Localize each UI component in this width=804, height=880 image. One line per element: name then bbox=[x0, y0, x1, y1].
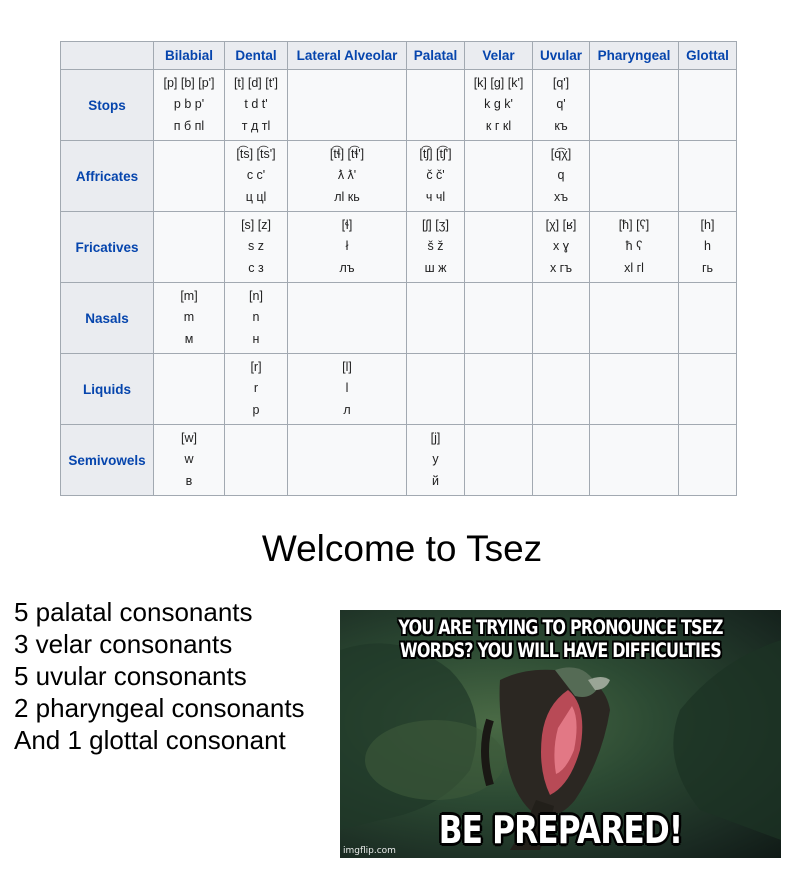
table-cell bbox=[533, 283, 590, 354]
cell-line: м bbox=[184, 331, 194, 346]
table-cell bbox=[154, 283, 225, 354]
cell-line: [χ] [ʁ] bbox=[545, 217, 577, 232]
cell-line: s z bbox=[248, 239, 264, 254]
table-cell bbox=[465, 283, 533, 354]
cell-line: [ʃ] [ʒ] bbox=[422, 217, 449, 232]
table-row bbox=[61, 354, 737, 425]
cell-line: [q'] bbox=[552, 75, 570, 90]
cell-line: къ bbox=[554, 118, 568, 133]
consonant-stats-list bbox=[14, 596, 305, 756]
cell-line: [k] [g] [k'] bbox=[473, 75, 524, 90]
column-header-link[interactable]: Palatal bbox=[407, 42, 465, 70]
table-cell bbox=[407, 283, 465, 354]
table-cell bbox=[590, 212, 679, 283]
table-cell bbox=[465, 354, 533, 425]
table-header-row bbox=[61, 42, 737, 70]
column-header-link[interactable]: Uvular bbox=[533, 42, 590, 70]
meme-watermark: imgflip.com bbox=[343, 846, 396, 856]
row-header-link[interactable]: Affricates bbox=[61, 141, 154, 212]
cell-line: в bbox=[185, 473, 193, 488]
table-cell bbox=[679, 354, 737, 425]
table-cell bbox=[533, 354, 590, 425]
table-cell bbox=[533, 70, 590, 141]
table-cell bbox=[407, 354, 465, 425]
table-cell bbox=[288, 425, 407, 496]
table-cell bbox=[407, 212, 465, 283]
page-title: Welcome to Tsez bbox=[261, 528, 543, 569]
meme-image bbox=[340, 610, 781, 858]
cell-line: к г кӏ bbox=[485, 118, 512, 133]
table-cell bbox=[225, 141, 288, 212]
cell-line: [h] bbox=[700, 217, 715, 232]
table-cell bbox=[590, 283, 679, 354]
cell-line: р bbox=[252, 402, 260, 417]
stats-line: 3 velar consonants bbox=[14, 629, 233, 659]
table-cell bbox=[465, 70, 533, 141]
cell-line: c c' bbox=[246, 168, 266, 183]
stats-line: 5 palatal consonants bbox=[14, 597, 253, 627]
cell-line: [p] [b] [p'] bbox=[163, 75, 215, 90]
table-row bbox=[61, 212, 737, 283]
table-cell bbox=[225, 283, 288, 354]
cell-line: q' bbox=[556, 97, 566, 112]
cell-line: [t] [d] [t'] bbox=[233, 75, 279, 90]
table-cell bbox=[679, 70, 737, 141]
table-cell bbox=[407, 425, 465, 496]
stats-line: And 1 glottal consonant bbox=[14, 725, 286, 755]
cell-line: п б пӏ bbox=[173, 118, 205, 133]
column-header-link[interactable]: Dental bbox=[225, 42, 288, 70]
table-cell bbox=[465, 425, 533, 496]
cell-line: r bbox=[253, 381, 259, 396]
table-cell bbox=[407, 141, 465, 212]
cell-line: лъ bbox=[339, 260, 355, 275]
cell-line: [l] bbox=[342, 359, 352, 374]
cell-line: w bbox=[184, 452, 194, 467]
cell-line: m bbox=[183, 310, 195, 325]
table-cell bbox=[288, 70, 407, 141]
table-cell bbox=[154, 212, 225, 283]
table-cell bbox=[465, 212, 533, 283]
table-cell bbox=[288, 141, 407, 212]
cell-line: [t͡ɬ] [t͡ɬ'] bbox=[329, 146, 365, 161]
consonant-table bbox=[60, 41, 737, 496]
cell-line: ƛ ƛ' bbox=[337, 168, 357, 183]
cell-line: [ħ] [ʕ] bbox=[618, 217, 650, 232]
table-cell bbox=[679, 141, 737, 212]
table-cell bbox=[679, 212, 737, 283]
cell-line: ħ ʕ bbox=[625, 239, 643, 254]
cell-line: [n] bbox=[249, 288, 263, 303]
table-cell bbox=[154, 70, 225, 141]
cell-line: ш ж bbox=[424, 260, 447, 275]
cell-line: ц цӏ bbox=[245, 189, 267, 204]
table-cell bbox=[225, 354, 288, 425]
table-cell bbox=[590, 354, 679, 425]
cell-line: l bbox=[345, 381, 349, 396]
cell-line: x ɣ bbox=[553, 239, 569, 254]
corner-cell bbox=[61, 42, 154, 70]
cell-line: p b p' bbox=[173, 97, 205, 112]
cell-line: хъ bbox=[553, 189, 569, 204]
column-header-link[interactable]: Pharyngeal bbox=[590, 42, 679, 70]
table-cell bbox=[533, 212, 590, 283]
cell-line: ч чӏ bbox=[425, 189, 446, 204]
cell-line: х гъ bbox=[549, 260, 573, 275]
table-cell bbox=[590, 141, 679, 212]
cell-line: [r] bbox=[250, 359, 262, 374]
table-row bbox=[61, 283, 737, 354]
cell-line: k g k' bbox=[484, 97, 513, 112]
row-header-link[interactable]: Nasals bbox=[61, 283, 154, 354]
cell-line: гь bbox=[701, 260, 714, 275]
table-cell bbox=[225, 212, 288, 283]
cell-line: лӏ кь bbox=[334, 189, 360, 204]
cell-line: č č' bbox=[426, 168, 445, 183]
cell-line: т д тӏ bbox=[241, 118, 271, 133]
table-cell bbox=[288, 283, 407, 354]
table-cell bbox=[288, 212, 407, 283]
stats-line: 2 pharyngeal consonants bbox=[14, 693, 305, 723]
cell-line: с з bbox=[248, 260, 264, 275]
meme-top-caption: YOU ARE TRYING TO PRONOUNCE TSEZ WORDS? YOU WILL HAVE DIFFICULTIES bbox=[398, 616, 723, 662]
column-header-link[interactable]: Lateral Alveolar bbox=[288, 42, 407, 70]
table-cell bbox=[533, 425, 590, 496]
table-row bbox=[61, 70, 737, 141]
cell-line: h bbox=[704, 239, 711, 254]
cell-line: [ɬ] bbox=[341, 217, 353, 232]
row-header-link[interactable]: Stops bbox=[61, 70, 154, 141]
table-cell bbox=[679, 425, 737, 496]
row-header-link[interactable]: Liquids bbox=[61, 354, 154, 425]
table-cell bbox=[154, 354, 225, 425]
stats-line: 5 uvular consonants bbox=[14, 661, 247, 691]
column-header-link[interactable]: Bilabial bbox=[154, 42, 225, 70]
cell-line: [s] [z] bbox=[241, 217, 271, 232]
table-cell bbox=[225, 70, 288, 141]
cell-line: [t͡s] [t͡s'] bbox=[236, 146, 276, 161]
table-row bbox=[61, 425, 737, 496]
table-cell bbox=[225, 425, 288, 496]
cell-line: [j] bbox=[430, 430, 441, 445]
cell-line: n bbox=[252, 310, 260, 325]
cell-line: [m] bbox=[180, 288, 198, 303]
table-row bbox=[61, 141, 737, 212]
cell-line: хӏ гӏ bbox=[624, 260, 644, 275]
column-header-link[interactable]: Velar bbox=[465, 42, 533, 70]
table-cell bbox=[154, 425, 225, 496]
table-cell bbox=[533, 141, 590, 212]
cell-line: y bbox=[432, 452, 439, 467]
cell-line: н bbox=[252, 331, 260, 346]
cell-line: [t͡ʃ] [t͡ʃ'] bbox=[419, 146, 452, 161]
cell-line: [w] bbox=[181, 430, 197, 445]
cell-line: [q͡χ] bbox=[550, 146, 572, 161]
table-cell bbox=[154, 141, 225, 212]
table-cell bbox=[590, 425, 679, 496]
table-cell bbox=[407, 70, 465, 141]
meme-bottom-caption: BE PREPARED! bbox=[438, 808, 683, 852]
cell-line: л bbox=[343, 402, 351, 417]
table-body bbox=[61, 70, 737, 496]
cell-line: ł bbox=[345, 239, 349, 254]
row-header-link[interactable]: Semivowels bbox=[61, 425, 154, 496]
table-cell bbox=[465, 141, 533, 212]
row-header-link[interactable]: Fricatives bbox=[61, 212, 154, 283]
table-cell bbox=[590, 70, 679, 141]
table-cell bbox=[679, 283, 737, 354]
column-header-link[interactable]: Glottal bbox=[679, 42, 737, 70]
cell-line: q bbox=[557, 168, 565, 183]
cell-line: t d t' bbox=[244, 97, 268, 112]
table-cell bbox=[288, 354, 407, 425]
cell-line: й bbox=[432, 473, 439, 488]
cell-line: š ž bbox=[427, 239, 444, 254]
